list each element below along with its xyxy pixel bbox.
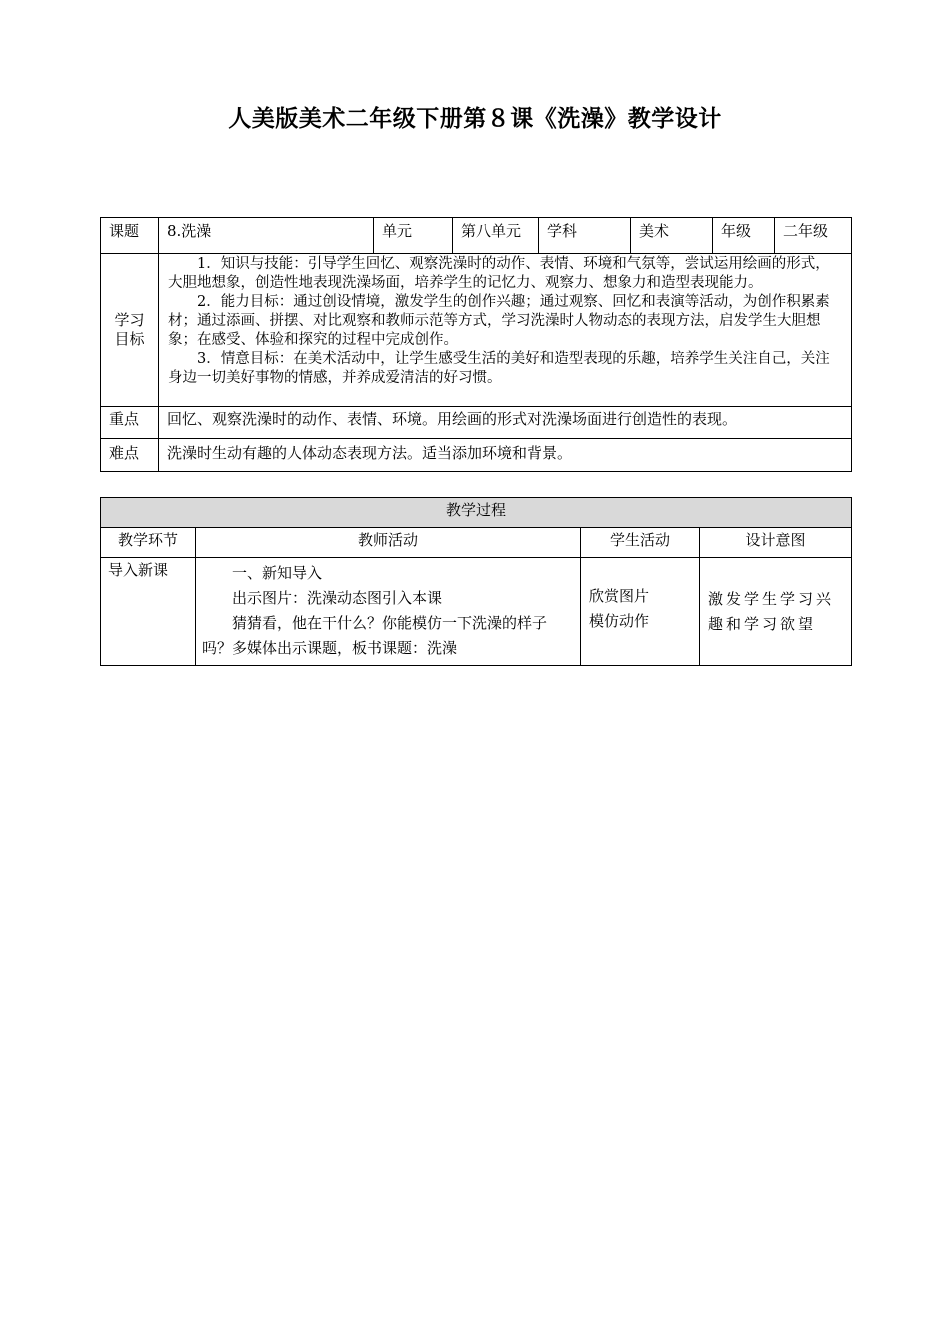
course-label: 课题: [101, 218, 159, 254]
goal-item: 3．情意目标：在美术活动中，让学生感受生活的美好和造型表现的乐趣，培养学生关注自己，关注身边一切美好事物的情感，并养成爱清洁的好习惯。: [168, 351, 830, 386]
column-header-phase: 教学环节: [101, 528, 196, 558]
student-activity-cell: [581, 558, 700, 666]
goals-content: [159, 254, 852, 407]
column-header-teacher: 教师活动: [196, 528, 581, 558]
teacher-line: 一、新知导入: [232, 564, 323, 582]
process-heading-row: [101, 498, 852, 528]
document-title: 人美版美术二年级下册第８课《洗澡》教学设计: [228, 106, 722, 132]
teacher-activity-cell: [196, 558, 581, 666]
course-value: 8.洗澡: [159, 218, 374, 254]
grade-label: 年级: [713, 218, 775, 254]
phase-cell: 导入新课: [101, 558, 196, 666]
process-column-header-row: [101, 528, 852, 558]
unit-label: 单元: [374, 218, 453, 254]
process-heading: 教学过程: [101, 498, 852, 528]
design-intent-cell: 激发学生学习兴趣和学习欲望: [700, 558, 852, 666]
info-row-goals: [101, 254, 852, 407]
info-row-key: [101, 407, 852, 439]
column-header-student: 学生活动: [581, 528, 700, 558]
unit-value: 第八单元: [453, 218, 539, 254]
key-value: 回忆、观察洗澡时的动作、表情、环境。用绘画的形式对洗澡场面进行创造性的表现。: [159, 407, 852, 439]
difficulty-label: 难点: [101, 439, 159, 472]
grade-value: 二年级: [775, 218, 852, 254]
goal-item: 2．能力目标：通过创设情境，激发学生的创作兴趣；通过观察、回忆和表演等活动，为创作积累素材；通过添画、拼摆、对比观察和教师示范等方式，学习洗澡时人物动态的表现方法，启发学生大胆想象；在感受、体验和探究的过程中完成创作。: [168, 294, 830, 348]
difficulty-value: 洗澡时生动有趣的人体动态表现方法。适当添加环境和背景。: [159, 439, 852, 472]
subject-label: 学科: [539, 218, 631, 254]
key-label: 重点: [101, 407, 159, 439]
lesson-info-table: [100, 217, 852, 472]
info-row-basic: [101, 218, 852, 254]
teacher-line: 猜猜看，他在干什么？你能模仿一下洗澡的样子吗？多媒体出示课题，板书课题：洗澡: [202, 614, 548, 657]
teaching-process-table: [100, 497, 852, 666]
column-header-intent: 设计意图: [700, 528, 852, 558]
goal-item: 1．知识与技能：引导学生回忆、观察洗澡时的动作、表情、环境和气氛等，尝试运用绘画的形式，大胆地想象，创造性地表现洗澡场面，培养学生的记忆力、观察力、想象力和造型表现能力。: [168, 256, 830, 291]
student-line: 模仿动作: [589, 612, 650, 630]
subject-value: 美术: [631, 218, 713, 254]
teacher-line: 出示图片：洗澡动态图引入本课: [232, 589, 443, 607]
process-row: [101, 558, 852, 666]
goals-label: 学习 目标: [101, 254, 159, 407]
student-line: 欣赏图片: [589, 587, 650, 605]
info-row-difficulty: [101, 439, 852, 472]
